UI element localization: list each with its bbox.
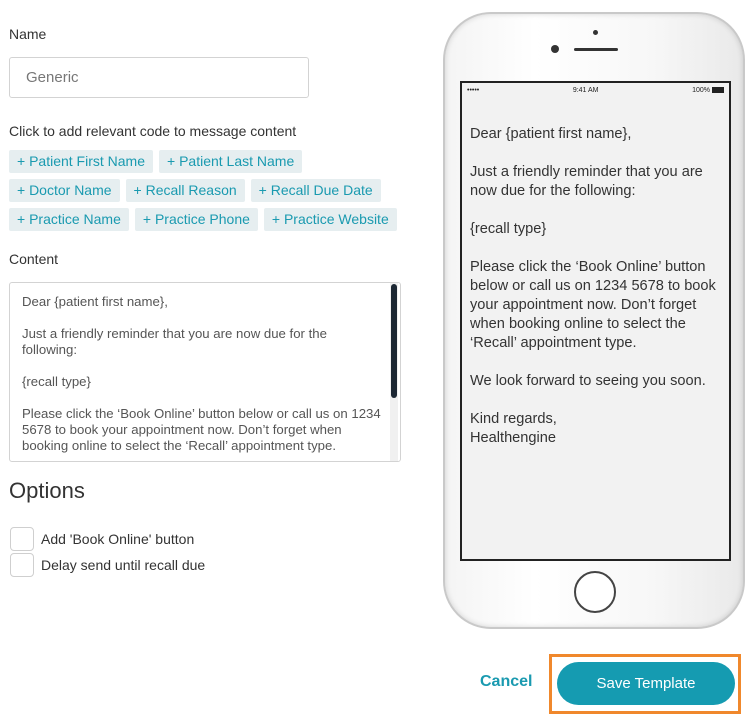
battery-icon	[712, 87, 724, 93]
phone-preview	[443, 12, 745, 629]
tag-practice-phone[interactable]: + Practice Phone	[135, 208, 258, 231]
battery-status	[692, 87, 724, 94]
phone-screen	[460, 81, 731, 561]
preview-message: Dear {patient first name}, Just a friendly reminder that you are now due for the following: {recall type} Please click the ‘Book Online’ button below or call us on 1234 5678 to book your appointment now. Don’t forget when booking online to select the ‘Recall’ appointment type. We look forward to seeing you soon. Kind regards, Healthengine	[470, 126, 716, 446]
tag-practice-name[interactable]: + Practice Name	[9, 208, 129, 231]
book-online-checkbox[interactable]	[10, 527, 34, 551]
content-textarea[interactable]	[9, 282, 401, 462]
phone-status-bar	[462, 83, 729, 97]
tag-patient-last-name[interactable]: + Patient Last Name	[159, 150, 302, 173]
content-scroll-thumb[interactable]	[391, 284, 397, 398]
battery-percent: 100%	[692, 86, 710, 94]
tag-recall-reason[interactable]: + Recall Reason	[126, 179, 245, 202]
delay-send-checkbox[interactable]	[10, 553, 34, 577]
code-tags-row-1	[9, 150, 302, 173]
book-online-label[interactable]: Add 'Book Online' button	[41, 531, 195, 547]
phone-sensor	[593, 30, 598, 35]
code-tags-row-2	[9, 179, 381, 202]
content-label: Content	[9, 251, 59, 267]
content-scrollbar[interactable]	[390, 283, 398, 461]
cancel-button[interactable]: Cancel	[480, 673, 533, 690]
name-input[interactable]	[9, 57, 309, 98]
code-tags-row-3	[9, 208, 397, 231]
tag-practice-website[interactable]: + Practice Website	[264, 208, 397, 231]
content-text[interactable]: Dear {patient first name}, Just a friendly reminder that you are now due for the following: {recall type} Please click the ‘Book Online’ button below or call us on 1234 5678 to book your appointment now. Don’t forget when booking online to select the ‘Recall’ appointment type.	[22, 294, 381, 453]
tag-doctor-name[interactable]: + Doctor Name	[9, 179, 120, 202]
camera-icon	[551, 45, 559, 53]
status-time: 9:41 AM	[572, 86, 599, 94]
name-label: Name	[9, 26, 47, 42]
tag-patient-first-name[interactable]: + Patient First Name	[9, 150, 153, 173]
tag-recall-due-date[interactable]: + Recall Due Date	[251, 179, 381, 202]
delay-send-label[interactable]: Delay send until recall due	[41, 557, 206, 573]
option-delay-send[interactable]	[10, 553, 205, 577]
option-book-online[interactable]	[10, 527, 194, 551]
codes-instruction: Click to add relevant code to message content	[9, 123, 297, 139]
speaker-icon	[574, 48, 618, 51]
home-button-icon	[574, 571, 616, 613]
signal-icon: •••••	[467, 86, 480, 94]
options-title: Options	[9, 478, 85, 503]
save-template-button[interactable]: Save Template	[557, 662, 735, 705]
